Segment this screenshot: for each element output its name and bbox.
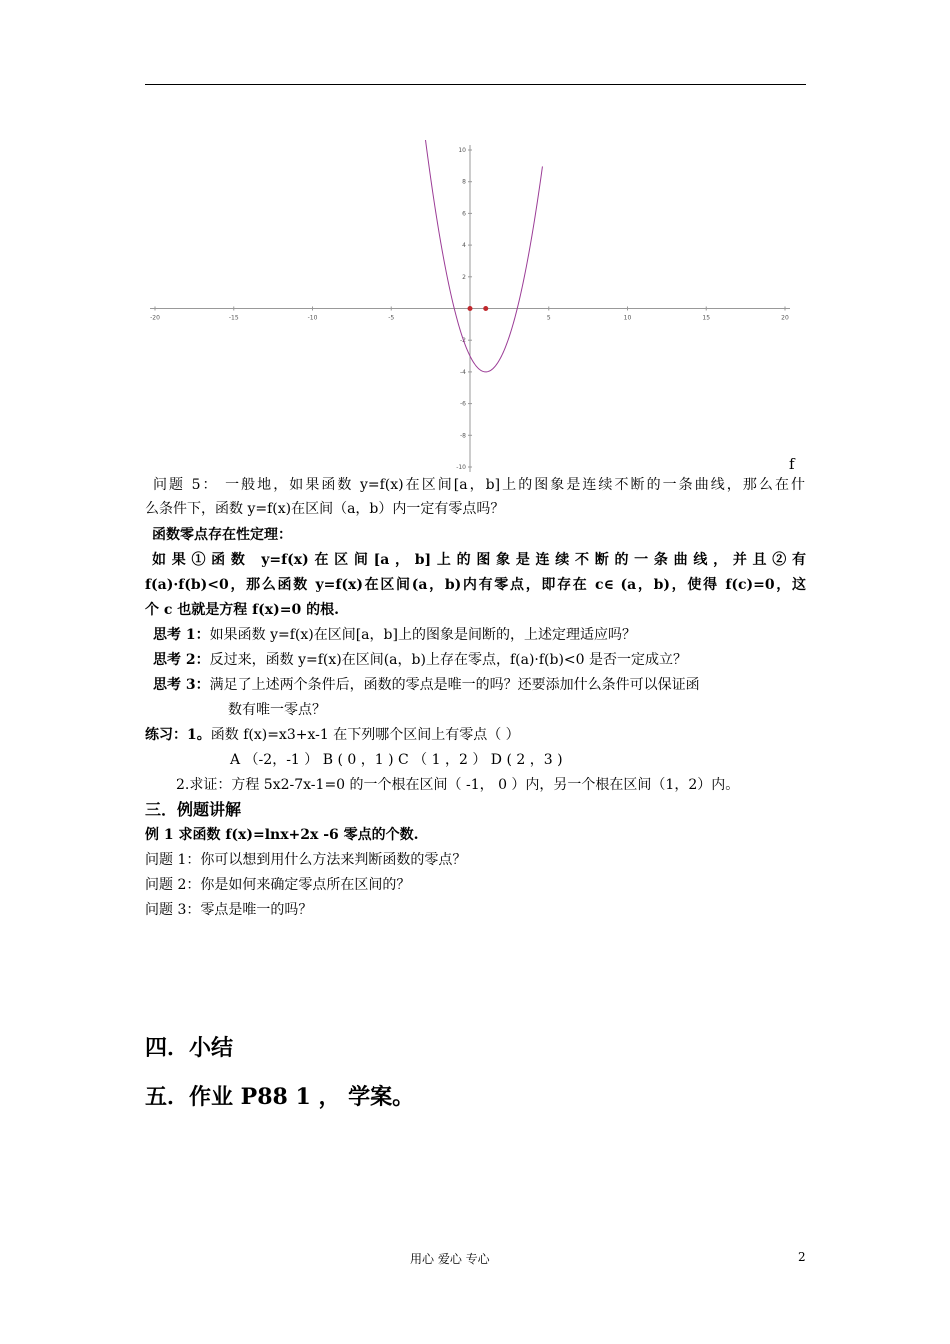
x-tick-label: -15 bbox=[228, 314, 239, 322]
think-2-label: 思考 2： bbox=[153, 652, 210, 668]
y-tick-label: -2 bbox=[460, 337, 466, 345]
section-3-heading: 三．例题讲解 bbox=[145, 800, 242, 819]
think-1-text: 如果函数 y=f(x)在区间[a，b]上的图象是间断的，上述定理适应吗？ bbox=[209, 627, 636, 643]
example-1: 例 1 求函数 f(x)=lnx+2x -6 零点的个数. bbox=[145, 827, 419, 843]
highlight-point bbox=[483, 306, 488, 311]
think-3-label: 思考 3： bbox=[153, 677, 210, 693]
y-tick-label: 8 bbox=[462, 178, 466, 186]
x-tick-label: 20 bbox=[781, 314, 789, 322]
y-tick-label: 10 bbox=[458, 147, 466, 154]
think-3-text: 满足了上述两个条件后，函数的零点是唯一的吗？还要添加什么条件可以保证函 bbox=[209, 677, 700, 693]
question-5-line-2: 么条件下，函数 y=f(x)在区间（a，b）内一定有零点吗？ bbox=[145, 501, 505, 517]
function-graph bbox=[145, 140, 806, 475]
practice-2: 2.求证：方程 5x2-7x-1=0 的一个根在区间（ -1， 0 ）内，另一个根在区间（1，2）内。 bbox=[176, 777, 740, 793]
x-tick-label: 15 bbox=[702, 314, 711, 322]
y-tick-label: 2 bbox=[462, 273, 466, 281]
think-1-label: 思考 1： bbox=[153, 627, 210, 643]
header-rule bbox=[145, 84, 806, 85]
section-4-heading: 四．小结 bbox=[145, 1035, 234, 1061]
example-question-2: 问题 2：你是如何来确定零点所在区间的？ bbox=[145, 877, 411, 893]
x-tick-label: 5 bbox=[546, 314, 551, 322]
page-number: 2 bbox=[798, 1250, 806, 1264]
x-tick-label: -10 bbox=[307, 314, 318, 322]
theorem-line-1: 如果①函数 y=f(x)在区间[a，b]上的图象是连续不断的一条曲线，并且②有 bbox=[152, 552, 806, 568]
y-tick-label: -6 bbox=[460, 400, 466, 408]
y-tick-label: -4 bbox=[460, 368, 466, 376]
theorem-line-3: 个 c 也就是方程 f(x)=0 的根. bbox=[145, 602, 339, 618]
x-tick-label: 10 bbox=[623, 314, 632, 322]
curve-layer bbox=[413, 140, 542, 372]
think-3 bbox=[153, 674, 700, 696]
parabola-series bbox=[413, 140, 542, 372]
graph-corner-label: f bbox=[789, 455, 795, 473]
y-tick-label: 6 bbox=[462, 210, 466, 218]
think-2-text: 反过来，函数 y=f(x)在区间(a，b)上存在零点，f(a)·f(b)<0 是否一定成立？ bbox=[209, 652, 688, 668]
theorem-line-2: f(a)·f(b)<0，那么函数 y=f(x)在区间(a，b)内有零点，即存在 c∈ (a，b)，使得 f(c)=0，这 bbox=[145, 577, 806, 593]
x-tick-label: -20 bbox=[150, 314, 160, 322]
practice-1 bbox=[145, 724, 520, 746]
y-tick-label: -10 bbox=[456, 464, 466, 471]
section-5-heading: 五．作业 P88 1 ， 学案。 bbox=[145, 1084, 415, 1110]
practice-1-options: A （-2，-1 ） B ( 0 ，1 ) C （ 1 ，2 ） D ( 2 ，3 ) bbox=[230, 752, 563, 768]
y-tick-label: -8 bbox=[460, 432, 466, 440]
practice-1-text: 函数 f(x)=x3+x-1 在下列哪个区间上有零点（ ） bbox=[210, 727, 520, 743]
highlight-point bbox=[468, 306, 473, 311]
think-2 bbox=[153, 649, 687, 671]
y-tick-label: 4 bbox=[462, 242, 466, 250]
footer-motto: 用心 爱心 专心 bbox=[410, 1252, 490, 1266]
practice-label: 练习：1。 bbox=[145, 727, 211, 743]
example-question-3: 问题 3：零点是唯一的吗？ bbox=[145, 902, 313, 918]
question-5-line-1: 问题 5： 一般地，如果函数 y=f(x)在区间[a，b]上的图象是连续不断的一条曲线，那么在什 bbox=[153, 477, 805, 493]
example-question-1: 问题 1：你可以想到用什么方法来判断函数的零点？ bbox=[145, 852, 467, 868]
x-tick-label: -5 bbox=[388, 314, 395, 322]
theorem-title: 函数零点存在性定理： bbox=[152, 527, 292, 543]
think-1 bbox=[153, 624, 636, 646]
think-3-line-2: 数有唯一零点？ bbox=[228, 702, 326, 718]
